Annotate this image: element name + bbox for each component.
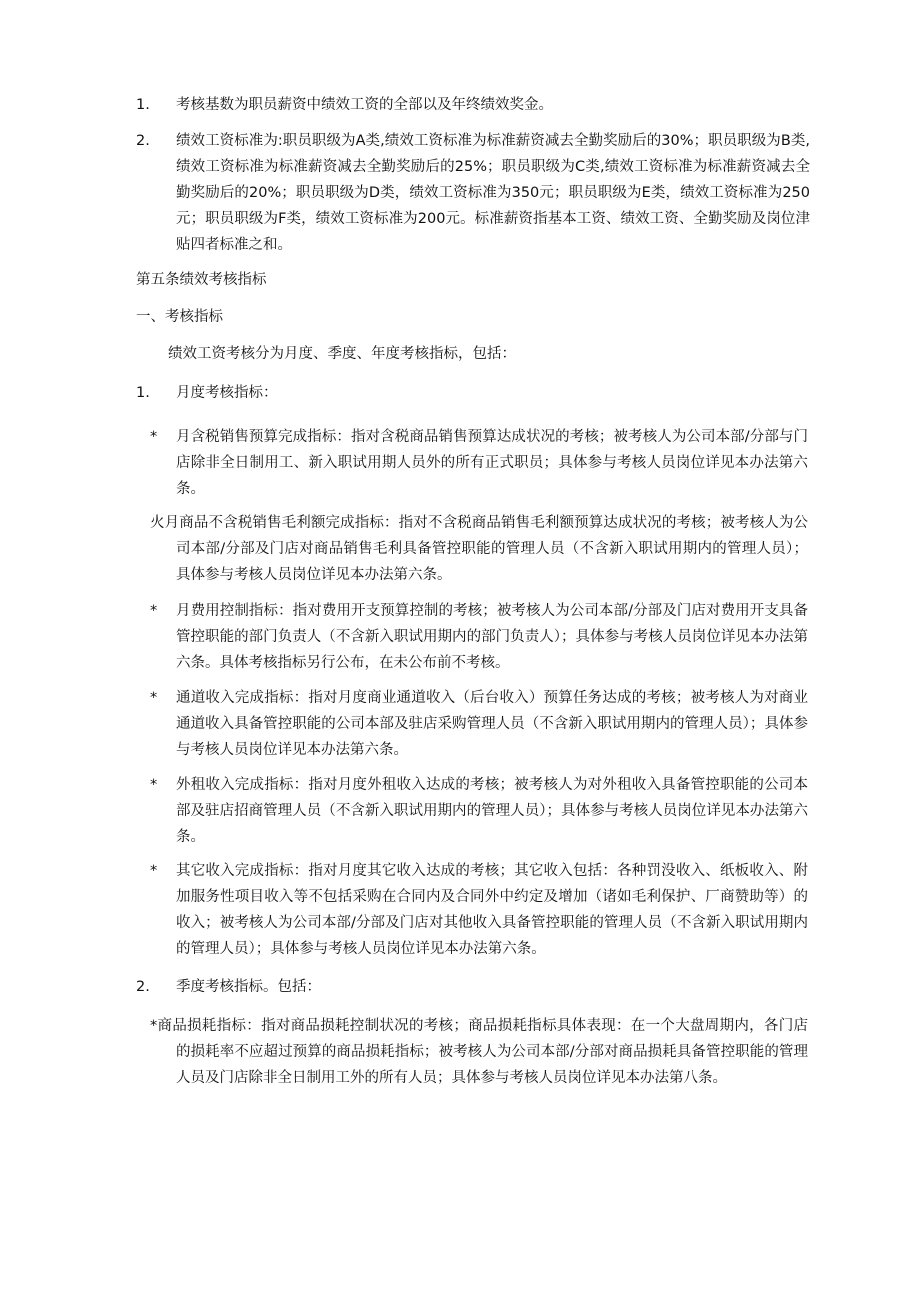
list-item-quarterly-indicators	[136, 974, 810, 1000]
section-1-heading: 一、考核指标	[136, 309, 223, 325]
paragraph-monthly-expense: 月费用控制指标：指对费用开支预算控制的考核；被考核人为公司本部/分部及门店对费用开支具备管控职能的部门负责人（不含新入职试用期内的部门负责人）；具体参与考核人员岗位详见本办法第六条。具体考核指标另行公布，在未公布前不考核。	[176, 603, 808, 671]
list-number: 1.	[136, 385, 150, 401]
list-item-monthly-indicators	[136, 380, 810, 406]
list-number: 2.	[136, 133, 150, 149]
bullet-star: *	[150, 690, 158, 706]
paragraph-other-income: 其它收入完成指标：指对月度其它收入达成的考核；其它收入包括：各种罚没收入、纸板收入、附加服务性项目收入等不包括采购在合同内及合同外中约定及增加（诸如毛利保护、厂商赞助等）的收入；被考核人为公司本部/分部及门店对其他收入具备管控职能的管理人员（不含新入职试用期内的管理人员）；具体参与考核人员岗位详见本办法第六条。	[176, 863, 808, 957]
paragraph-monthly-sales: 月含税销售预算完成指标：指对含税商品销售预算达成状况的考核；被考核人为公司本部/分部与门店除非全日制用工、新入职试用期人员外的所有正式职员；具体参与考核人员岗位详见本办法第六条。	[176, 429, 808, 497]
bullet-star: *	[150, 863, 158, 879]
list-item-performance-standard	[136, 128, 810, 258]
paragraph-goods-loss: *商品损耗指标：指对商品损耗控制状况的考核；商品损耗指标具体表现：在一个大盘周期内，各门店的损耗率不应超过预算的商品损耗指标；被考核人为公司本部/分部对商品损耗具备管控职能的管理人员及门店除非全日制用工外的所有人员；具体参与考核人员岗位详见本办法第八条。	[150, 1018, 808, 1086]
list-item-channel-income	[150, 685, 808, 763]
bullet-star: *	[150, 777, 158, 793]
list-item-monthly-sales	[150, 424, 808, 502]
monthly-indicators-label: 月度考核指标：	[176, 385, 278, 401]
list-item-monthly-expense	[150, 598, 808, 676]
paragraph-rental-income: 外租收入完成指标：指对月度外租收入达成的考核；被考核人为对外租收入具备管控职能的公司本部及驻店招商管理人员（不含新入职试用期内的管理人员）；具体参与考核人员岗位详见本办法第六条。	[176, 777, 808, 845]
list-item-other-income	[150, 858, 808, 962]
article-5-heading: 第五条绩效考核指标	[136, 272, 267, 288]
quarterly-indicators-label: 季度考核指标。包括：	[176, 979, 321, 995]
paragraph-assessment-base: 考核基数为职员薪资中绩效工资的全部以及年终绩效奖金。	[176, 97, 553, 113]
paragraph-performance-standard: 绩效工资标准为:职员职级为A类,绩效工资标准为标准薪资减去全勤奖励后的30%；职员职级为B类,绩效工资标准为标准薪资减去全勤奖励后的25%；职员职级为C类,绩效工资标准为标准薪资减去全勤奖励后的20%；职员职级为D类，绩效工资标准为350元；职员职级为E类，绩效工资标准为250元；职员职级为F类，绩效工资标准为200元。标准薪资指基本工资、绩效工资、全勤奖励及岗位津贴四者标准之和。	[176, 133, 810, 253]
list-item-assessment-base	[136, 92, 810, 118]
paragraph-channel-income: 通道收入完成指标：指对月度商业通道收入（后台收入）预算任务达成的考核；被考核人为对商业通道收入具备管控职能的公司本部及驻店采购管理人员（不含新入职试用期内的管理人员）；具体参与考核人员岗位详见本办法第六条。	[176, 690, 808, 758]
bullet-star: *	[150, 429, 158, 445]
list-number: 2.	[136, 979, 150, 995]
bullet-star: *	[150, 603, 158, 619]
list-item-rental-income	[150, 772, 808, 850]
paragraph-monthly-gross-profit: 火月商品不含税销售毛利额完成指标：指对不含税商品销售毛利额预算达成状况的考核；被考核人为公司本部/分部及门店对商品销售毛利具备管控职能的管理人员（不含新入职试用期内的管理人员）；具体参与考核人员岗位详见本办法第六条。	[150, 515, 808, 583]
list-number: 1.	[136, 97, 150, 113]
intro-paragraph: 绩效工资考核分为月度、季度、年度考核指标，包括：	[168, 346, 516, 362]
